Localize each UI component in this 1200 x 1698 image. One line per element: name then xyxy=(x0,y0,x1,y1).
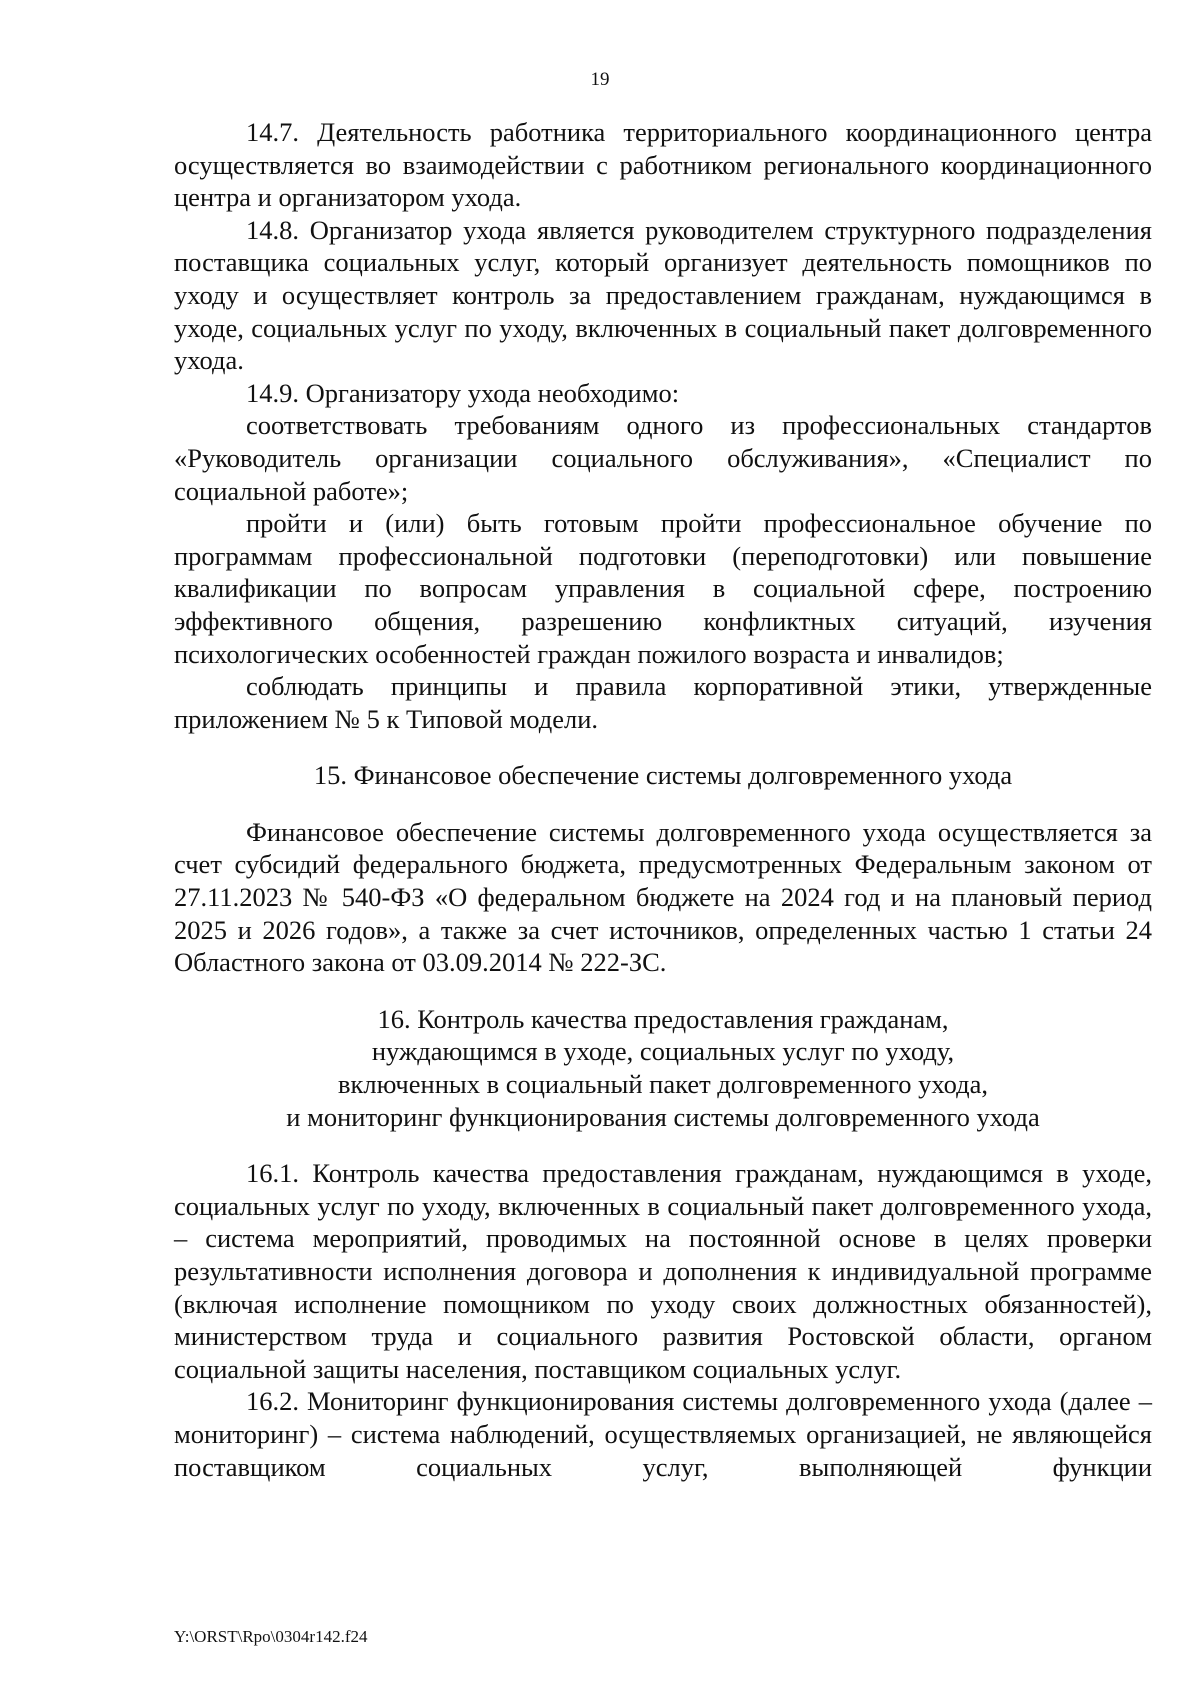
list-item-training: пройти и (или) быть готовым пройти профессиональное обучение по программам профессиональной подготовки (переподготовки) или повышение квалификации по вопросам управления в социальной сфере, построению эффективного общения, разрешению конфликтных ситуаций, изучения психологических особенностей граждан пожилого возраста и инвалидов; xyxy=(174,508,1152,669)
document-body xyxy=(174,116,1152,1483)
paragraph-14-7: 14.7. Деятельность работника территориального координационного центра осуществляется во взаимодействии с работником регионального координационного центра и организатором ухода. xyxy=(174,117,1152,213)
section-16-heading-line: нуждающимся в уходе, социальных услуг по уходу, xyxy=(371,1036,955,1067)
file-path-footer: Y:\ORST\Rpo\0304r142.f24 xyxy=(174,1627,368,1646)
section-16-heading-line: 16. Контроль качества предоставления гражданам, xyxy=(377,1003,949,1034)
paragraph-14-9: 14.9. Организатору ухода необходимо: xyxy=(246,377,680,408)
paragraph-16-1: 16.1. Контроль качества предоставления гражданам, нуждающимся в уходе, социальных услуг по уходу, включенных в социальный пакет долговременного ухода, – система мероприятий, проводимых на постоянной основе в целях проверки результативности исполнения договора и дополнения к индивидуальной программе (включая исполнение помощником по уходу своих должностных обязанностей), министерством труда и социального развития Ростовской области, органом социальной защиты населения, поставщиком социальных услуг. xyxy=(174,1158,1152,1384)
page-number: 19 xyxy=(590,69,610,90)
list-item-ethics: соблюдать принципы и правила корпоративной этики, утвержденные приложением № 5 к Типовой модели. xyxy=(174,671,1152,734)
list-item-standards: соответствовать требованиям одного из профессиональных стандартов «Руководитель организации социального обслуживания», «Специалист по социальной работе»; xyxy=(174,410,1152,506)
section-16-heading-line: и мониторинг функционирования системы долговременного ухода xyxy=(286,1101,1040,1132)
section-16-heading-line: включенных в социальный пакет долговременного ухода, xyxy=(338,1069,988,1100)
paragraph-16-2: 16.2. Мониторинг функционирования системы долговременного ухода (далее – мониторинг) – система наблюдений, осуществляемых организацией, не являющейся поставщиком социальных услуг, выполняющей функции xyxy=(174,1386,1152,1482)
paragraph-15: Финансовое обеспечение системы долговременного ухода осуществляется за счет субсидий федерального бюджета, предусмотренных Федеральным законом от 27.11.2023 № 540-ФЗ «О федеральном бюджете на 2024 год и на плановый период 2025 и 2026 годов», а также за счет источников, определенных частью 1 статьи 24 Областного закона от 03.09.2014 № 222-ЗС. xyxy=(174,816,1152,978)
section-16-heading xyxy=(174,1003,1152,1133)
paragraph-14-8: 14.8. Организатор ухода является руководителем структурного подразделения поставщика социальных услуг, который организует деятельность помощников по уходу и осуществляет контроль за предоставлением гражданам, нуждающимся в уходе, социальных услуг по уходу, включенных в социальный пакет долговременного ухода. xyxy=(174,214,1152,376)
section-15-heading: 15. Финансовое обеспечение системы долговременного ухода xyxy=(313,760,1013,791)
